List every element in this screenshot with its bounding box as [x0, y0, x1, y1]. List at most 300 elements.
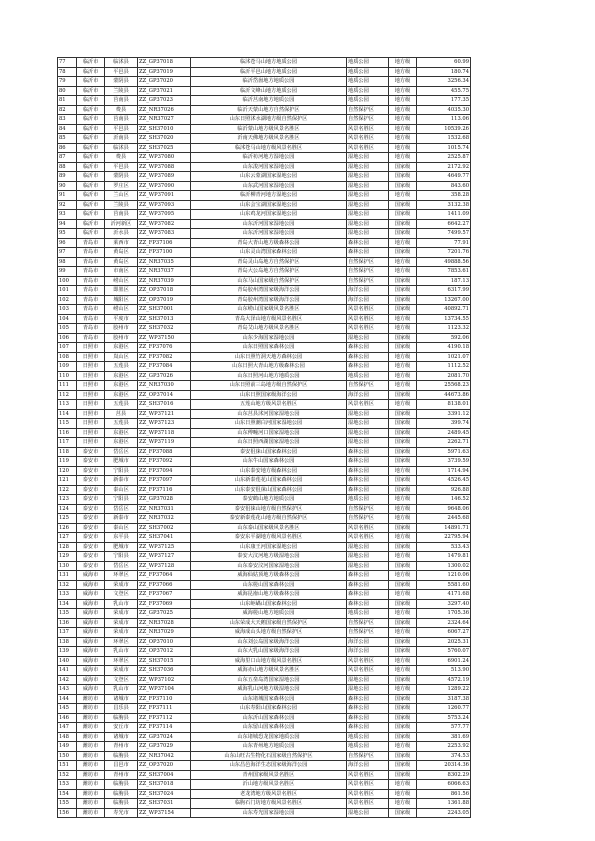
name-cell: 青岛灵山岛地方自然保护区: [191, 257, 347, 267]
code-cell: ZZ_SH37001: [138, 305, 191, 315]
county-cell: 黄岛区: [105, 257, 138, 267]
table-row: [58, 656, 471, 666]
level-cell: 地方级: [389, 685, 417, 695]
level-cell: 国家级: [389, 162, 417, 172]
table-row: [58, 295, 471, 305]
level-cell: 国家级: [389, 390, 417, 400]
level-cell: 国家级: [389, 305, 417, 315]
name-cell: 山东沂山国家森林公园: [191, 713, 347, 723]
level-cell: 地方级: [389, 571, 417, 581]
name-cell: 青州国家级风景名胜区: [191, 770, 347, 780]
city-cell: 临沂市: [77, 124, 105, 134]
row-number: 98: [58, 257, 77, 267]
code-cell: ZZ_FP37112: [138, 713, 191, 723]
city-cell: 青岛市: [77, 324, 105, 334]
level-cell: 地方级: [389, 628, 417, 638]
area-cell: 5753.24: [417, 713, 471, 723]
name-cell: 山东日照国家级海洋公园: [191, 390, 347, 400]
table-row: [58, 86, 471, 96]
county-cell: 平邑县: [105, 162, 138, 172]
table-row: [58, 409, 471, 419]
level-cell: 地方级: [389, 780, 417, 790]
type-cell: 湿地公园: [347, 428, 389, 438]
row-number: 111: [58, 381, 77, 391]
table-row: [58, 210, 471, 220]
code-cell: ZZ_OP37010: [138, 637, 191, 647]
table-row: [58, 371, 471, 381]
county-cell: 临沭县: [105, 143, 138, 153]
area-cell: 1210.06: [417, 571, 471, 581]
code-cell: ZZ_WP37128: [138, 561, 191, 571]
area-cell: 2081.70: [417, 371, 471, 381]
area-cell: 146.52: [417, 495, 471, 505]
type-cell: 森林公园: [347, 457, 389, 467]
row-number: 114: [58, 409, 77, 419]
level-cell: 地方级: [389, 96, 417, 106]
county-cell: 宁阳县: [105, 466, 138, 476]
code-cell: ZZ_SH37010: [138, 124, 191, 134]
table-row: [58, 523, 471, 533]
city-cell: 临沂市: [77, 172, 105, 182]
table-row: [58, 476, 471, 486]
name-cell: 泰安大汶河地方级湿地公园: [191, 552, 347, 562]
row-number: 121: [58, 476, 77, 486]
type-cell: 海洋公园: [347, 647, 389, 657]
area-cell: 25568.23: [417, 381, 471, 391]
county-cell: 临朐县: [105, 780, 138, 790]
row-number: 112: [58, 390, 77, 400]
type-cell: 风景名胜区: [347, 400, 389, 410]
county-cell: 环翠区: [105, 571, 138, 581]
type-cell: 森林公园: [347, 476, 389, 486]
row-number: 143: [58, 685, 77, 695]
table-row: [58, 96, 471, 106]
area-cell: 7201.76: [417, 248, 471, 258]
level-cell: 地方级: [389, 191, 417, 201]
city-cell: 临沂市: [77, 210, 105, 220]
county-cell: 东港区: [105, 371, 138, 381]
row-number: 122: [58, 485, 77, 495]
name-cell: 临沂蒙山地方级风景名胜区: [191, 124, 347, 134]
county-cell: 寿光市: [105, 808, 138, 818]
city-cell: 临沂市: [77, 58, 105, 68]
city-cell: 临沂市: [77, 200, 105, 210]
city-cell: 泰安市: [77, 495, 105, 505]
area-cell: 9648.06: [417, 504, 471, 514]
code-cell: ZZ_GP37026: [138, 371, 191, 381]
city-cell: 泰安市: [77, 476, 105, 486]
area-cell: 1705.36: [417, 609, 471, 619]
row-number: 84: [58, 124, 77, 134]
area-cell: 44673.86: [417, 390, 471, 400]
city-cell: 日照市: [77, 438, 105, 448]
city-cell: 潍坊市: [77, 770, 105, 780]
city-cell: 潍坊市: [77, 704, 105, 714]
type-cell: 地质公园: [347, 609, 389, 619]
city-cell: 潍坊市: [77, 751, 105, 761]
row-number: 96: [58, 238, 77, 248]
level-cell: 地方级: [389, 362, 417, 372]
county-cell: 青州市: [105, 770, 138, 780]
table-row: [58, 124, 471, 134]
city-cell: 潍坊市: [77, 780, 105, 790]
area-cell: 1479.81: [417, 552, 471, 562]
name-cell: 青岛胶州湾国家级海洋公园: [191, 286, 347, 296]
type-cell: 风景名胜区: [347, 305, 389, 315]
city-cell: 潍坊市: [77, 713, 105, 723]
name-cell: 老龙湾地方级风景名胜区: [191, 789, 347, 799]
code-cell: ZZ_FP37110: [138, 694, 191, 704]
level-cell: 国家级: [389, 599, 417, 609]
table-row: [58, 637, 471, 647]
level-cell: 地方级: [389, 381, 417, 391]
name-cell: 威海仙姑顶地方级森林公园: [191, 571, 347, 581]
code-cell: ZZ_SH37041: [138, 533, 191, 543]
level-cell: 地方级: [389, 324, 417, 334]
area-cell: 2525.87: [417, 153, 471, 163]
name-cell: 山东泰安徂徕山国家森林公园: [191, 485, 347, 495]
name-cell: 山东寿阳山国家森林公园: [191, 704, 347, 714]
code-cell: ZZ_SH37004: [138, 770, 191, 780]
table-row: [58, 115, 471, 125]
name-cell: 威海乳山河地方级湿地公园: [191, 685, 347, 695]
level-cell: 国家级: [389, 419, 417, 429]
code-cell: ZZ_WP37104: [138, 685, 191, 695]
area-cell: 6317.99: [417, 286, 471, 296]
table-row: [58, 324, 471, 334]
level-cell: 国家级: [389, 333, 417, 343]
type-cell: 海洋公园: [347, 295, 389, 305]
area-cell: 2324.64: [417, 618, 471, 628]
level-cell: 国家级: [389, 219, 417, 229]
table-row: [58, 723, 471, 733]
name-cell: 青岛大青山地方级森林公园: [191, 238, 347, 248]
code-cell: ZZ_GP37023: [138, 96, 191, 106]
area-cell: 60.99: [417, 58, 471, 68]
row-number: 108: [58, 352, 77, 362]
area-cell: 22795.94: [417, 533, 471, 543]
level-cell: 国家级: [389, 447, 417, 457]
row-number: 94: [58, 219, 77, 229]
name-cell: 山东会宝湖国家湿地公园: [191, 200, 347, 210]
level-cell: 国家级: [389, 229, 417, 239]
row-number: 147: [58, 723, 77, 733]
code-cell: ZZ_NR37029: [138, 628, 191, 638]
table-row: [58, 381, 471, 391]
type-cell: 湿地公园: [347, 542, 389, 552]
code-cell: ZZ_OP37020: [138, 761, 191, 771]
level-cell: 地方级: [389, 58, 417, 68]
table-row: [58, 447, 471, 457]
type-cell: 森林公园: [347, 723, 389, 733]
row-number: 93: [58, 210, 77, 220]
code-cell: ZZ_WP37127: [138, 552, 191, 562]
code-cell: ZZ_FP37114: [138, 723, 191, 733]
level-cell: 地方级: [389, 495, 417, 505]
level-cell: 国家级: [389, 248, 417, 258]
row-number: 130: [58, 561, 77, 571]
type-cell: 地质公园: [347, 742, 389, 752]
city-cell: 临沂市: [77, 105, 105, 115]
county-cell: 荣成市: [105, 580, 138, 590]
city-cell: 泰安市: [77, 561, 105, 571]
name-cell: 泰安东平湖地方级风景名胜区: [191, 533, 347, 543]
level-cell: 国家级: [389, 647, 417, 657]
name-cell: 山东刘公岛国家级海洋公园: [191, 637, 347, 647]
type-cell: 风景名胜区: [347, 324, 389, 334]
code-cell: ZZ_FP37092: [138, 457, 191, 467]
city-cell: 威海市: [77, 580, 105, 590]
area-cell: 10539.26: [417, 124, 471, 134]
name-cell: 临朐石门坊地方级风景名胜区: [191, 799, 347, 809]
level-cell: 地方级: [389, 267, 417, 277]
code-cell: ZZ_WP37082: [138, 219, 191, 229]
row-number: 78: [58, 67, 77, 77]
table-row: [58, 808, 471, 818]
city-cell: 威海市: [77, 618, 105, 628]
code-cell: ZZ_SH37002: [138, 523, 191, 533]
type-cell: 自然保护区: [347, 628, 389, 638]
table-row: [58, 314, 471, 324]
type-cell: 湿地公园: [347, 419, 389, 429]
table-row: [58, 580, 471, 590]
table-row: [58, 628, 471, 638]
row-number: 120: [58, 466, 77, 476]
code-cell: ZZ_FP37069: [138, 599, 191, 609]
area-cell: 2253.92: [417, 742, 471, 752]
area-cell: 577.77: [417, 723, 471, 733]
row-number: 81: [58, 96, 77, 106]
name-cell: 山东诸城恐龙国家地质公园: [191, 732, 347, 742]
county-cell: 荣成市: [105, 618, 138, 628]
row-number: 137: [58, 628, 77, 638]
name-cell: 山东日照竹洞天地方森林公园: [191, 352, 347, 362]
city-cell: 临沂市: [77, 86, 105, 96]
area-cell: 3256.34: [417, 77, 471, 87]
city-cell: 泰安市: [77, 523, 105, 533]
name-cell: 临沂文峰山地方地质公园: [191, 86, 347, 96]
row-number: 131: [58, 571, 77, 581]
county-cell: 费县: [105, 105, 138, 115]
area-cell: 2489.45: [417, 428, 471, 438]
level-cell: 国家级: [389, 542, 417, 552]
row-number: 139: [58, 647, 77, 657]
city-cell: 日照市: [77, 371, 105, 381]
county-cell: 东港区: [105, 428, 138, 438]
level-cell: 地方级: [389, 400, 417, 410]
type-cell: 湿地公园: [347, 561, 389, 571]
name-cell: 山东日照潮白河国家湿地公园: [191, 419, 347, 429]
city-cell: 威海市: [77, 590, 105, 600]
table-row: [58, 770, 471, 780]
row-number: 128: [58, 542, 77, 552]
area-cell: 77.91: [417, 238, 471, 248]
county-cell: 崂山区: [105, 276, 138, 286]
name-cell: 山东武河国家湿地公园: [191, 181, 347, 191]
name-cell: 山东日照前三岛地方级自然保护区: [191, 381, 347, 391]
row-number: 118: [58, 447, 77, 457]
name-cell: 山东青州地方地质公园: [191, 742, 347, 752]
type-cell: 湿地公园: [347, 552, 389, 562]
city-cell: 青岛市: [77, 305, 105, 315]
county-cell: 泰山区: [105, 523, 138, 533]
name-cell: 山东泰安汶河国家湿地公园: [191, 561, 347, 571]
county-cell: 环翠区: [105, 637, 138, 647]
city-cell: 泰安市: [77, 466, 105, 476]
area-cell: 3391.12: [417, 409, 471, 419]
table-row: [58, 267, 471, 277]
type-cell: 风景名胜区: [347, 533, 389, 543]
row-number: 80: [58, 86, 77, 96]
area-cell: 513.90: [417, 666, 471, 676]
city-cell: 泰安市: [77, 504, 105, 514]
county-cell: 胶州市: [105, 333, 138, 343]
type-cell: 风景名胜区: [347, 143, 389, 153]
name-cell: 山东浚河国家湿地公园: [191, 162, 347, 172]
type-cell: 风景名胜区: [347, 799, 389, 809]
type-cell: 自然保护区: [347, 276, 389, 286]
city-cell: 青岛市: [77, 248, 105, 258]
county-cell: 罗庄区: [105, 181, 138, 191]
level-cell: 国家级: [389, 286, 417, 296]
county-cell: 莒南县: [105, 210, 138, 220]
table-row: [58, 675, 471, 685]
code-cell: ZZ_FP37088: [138, 447, 191, 457]
county-cell: 昌乐县: [105, 704, 138, 714]
code-cell: ZZ_WP37119: [138, 438, 191, 448]
table-row: [58, 419, 471, 429]
type-cell: 自然保护区: [347, 618, 389, 628]
row-number: 119: [58, 457, 77, 467]
row-number: 134: [58, 599, 77, 609]
type-cell: 森林公园: [347, 248, 389, 258]
row-number: 146: [58, 713, 77, 723]
area-cell: 1260.77: [417, 704, 471, 714]
row-number: 149: [58, 742, 77, 752]
county-cell: 新泰市: [105, 514, 138, 524]
type-cell: 地质公园: [347, 371, 389, 381]
type-cell: 地质公园: [347, 495, 389, 505]
code-cell: ZZ_NR37026: [138, 105, 191, 115]
row-number: 140: [58, 656, 77, 666]
area-cell: 1532.68: [417, 134, 471, 144]
level-cell: 国家级: [389, 713, 417, 723]
type-cell: 风景名胜区: [347, 134, 389, 144]
type-cell: 自然保护区: [347, 267, 389, 277]
type-cell: 地质公园: [347, 732, 389, 742]
name-cell: 山东鸡龙河国家湿地公园: [191, 210, 347, 220]
city-cell: 青岛市: [77, 267, 105, 277]
level-cell: 国家级: [389, 523, 417, 533]
level-cell: 国家级: [389, 172, 417, 182]
code-cell: ZZ_FP37066: [138, 580, 191, 590]
county-cell: 岱岳区: [105, 561, 138, 571]
code-cell: ZZ_GP37020: [138, 77, 191, 87]
city-cell: 泰安市: [77, 514, 105, 524]
table-row: [58, 647, 471, 657]
code-cell: ZZ_OP37014: [138, 390, 191, 400]
city-cell: 青岛市: [77, 295, 105, 305]
type-cell: 风景名胜区: [347, 780, 389, 790]
code-cell: ZZ_WP37088: [138, 162, 191, 172]
level-cell: 地方级: [389, 115, 417, 125]
area-cell: 3297.40: [417, 599, 471, 609]
name-cell: 临沂莒南地方地质公园: [191, 96, 347, 106]
row-number: 141: [58, 666, 77, 676]
type-cell: 森林公园: [347, 580, 389, 590]
code-cell: ZZ_NR37039: [138, 276, 191, 286]
city-cell: 泰安市: [77, 485, 105, 495]
code-cell: ZZ_FP37076: [138, 343, 191, 353]
county-cell: 蒙阴县: [105, 172, 138, 182]
code-cell: ZZ_FP37084: [138, 362, 191, 372]
row-number: 106: [58, 333, 77, 343]
area-cell: 49888.56: [417, 257, 471, 267]
city-cell: 临沂市: [77, 229, 105, 239]
county-cell: 莒南县: [105, 115, 138, 125]
county-cell: 安丘市: [105, 723, 138, 733]
level-cell: 地方级: [389, 466, 417, 476]
code-cell: ZZ_OP37012: [138, 647, 191, 657]
city-cell: 临沂市: [77, 181, 105, 191]
code-cell: ZZ_NR37037: [138, 267, 191, 277]
table-row: [58, 561, 471, 571]
row-number: 129: [58, 552, 77, 562]
table-row: [58, 352, 471, 362]
city-cell: 潍坊市: [77, 808, 105, 818]
row-number: 101: [58, 286, 77, 296]
level-cell: 地方级: [389, 533, 417, 543]
name-cell: 山东灵山湾国家森林公园: [191, 248, 347, 258]
area-cell: 4526.45: [417, 476, 471, 486]
name-cell: 青岛胶州湾国家级海洋公园: [191, 295, 347, 305]
area-cell: 1361.88: [417, 799, 471, 809]
code-cell: ZZ_WP37118: [138, 428, 191, 438]
level-cell: 国家级: [389, 210, 417, 220]
table-row: [58, 305, 471, 315]
county-cell: 莒县: [105, 409, 138, 419]
level-cell: 地方级: [389, 86, 417, 96]
row-number: 77: [58, 58, 77, 68]
city-cell: 潍坊市: [77, 742, 105, 752]
name-cell: 山东荣成大天鹅国家级自然保护区: [191, 618, 347, 628]
type-cell: 森林公园: [347, 694, 389, 704]
area-cell: 1411.09: [417, 210, 471, 220]
code-cell: ZZ_GP37019: [138, 67, 191, 77]
name-cell: 沂南天佛地方级风景名胜区: [191, 134, 347, 144]
row-number: 89: [58, 172, 77, 182]
table-row: [58, 162, 471, 172]
code-cell: ZZ_SH37036: [138, 666, 191, 676]
table-row: [58, 333, 471, 343]
county-cell: 沂南县: [105, 134, 138, 144]
county-cell: 泰山区: [105, 485, 138, 495]
code-cell: ZZ_FP37116: [138, 485, 191, 495]
level-cell: 国家级: [389, 409, 417, 419]
table-row: [58, 181, 471, 191]
area-cell: 6642.27: [417, 219, 471, 229]
county-cell: 临朐县: [105, 751, 138, 761]
row-number: 136: [58, 618, 77, 628]
code-cell: ZZ_WP37095: [138, 210, 191, 220]
type-cell: 森林公园: [347, 599, 389, 609]
level-cell: 国家级: [389, 675, 417, 685]
level-cell: 地方级: [389, 504, 417, 514]
table-row: [58, 153, 471, 163]
table-row: [58, 533, 471, 543]
city-cell: 临沂市: [77, 67, 105, 77]
level-cell: 国家级: [389, 694, 417, 704]
